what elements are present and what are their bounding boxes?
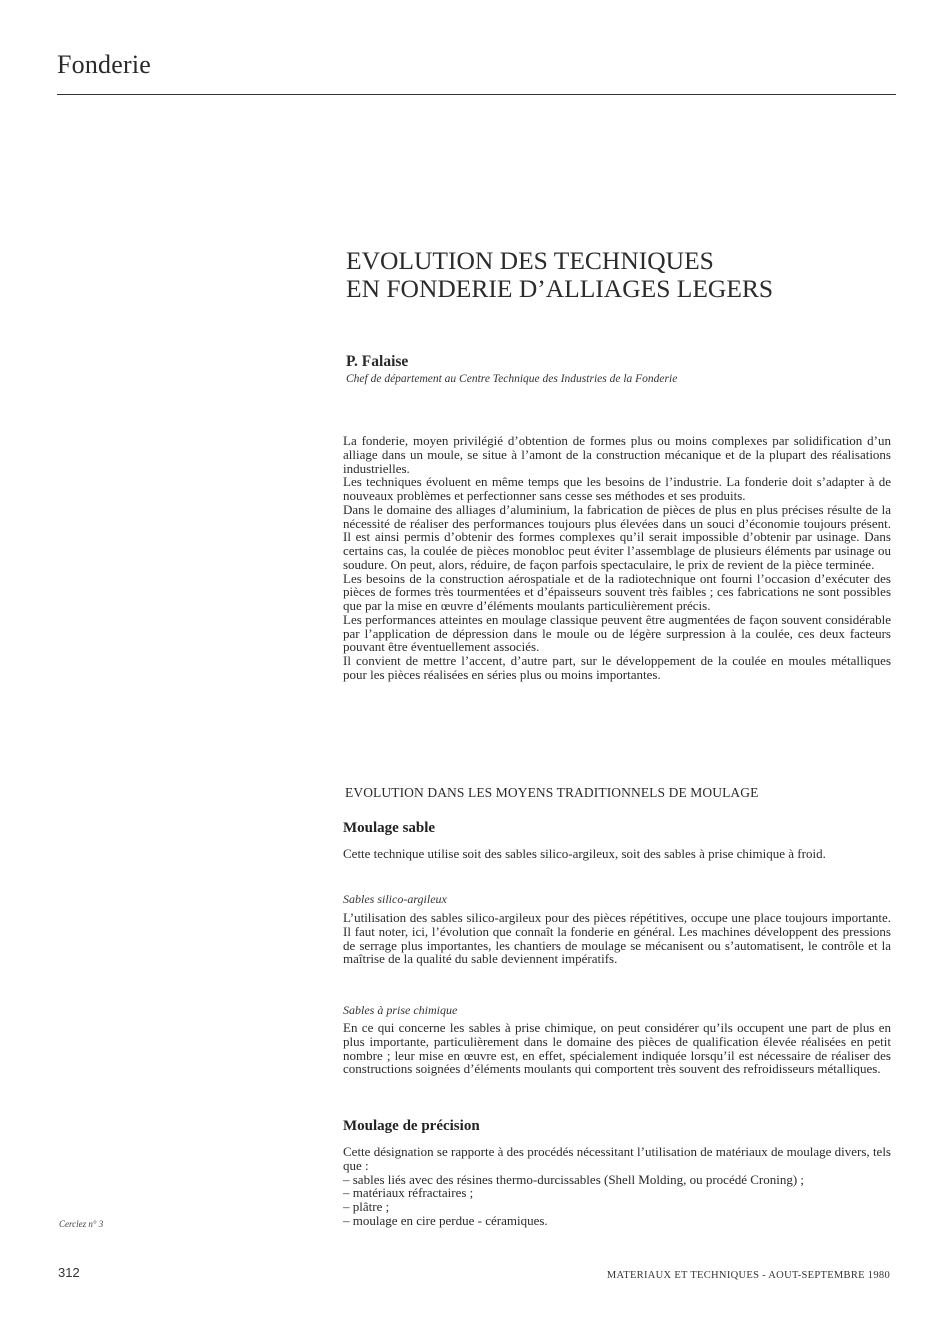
article-title-line-1: EVOLUTION DES TECHNIQUES bbox=[346, 246, 714, 275]
header-rule bbox=[57, 94, 896, 95]
section-heading: EVOLUTION DANS LES MOYENS TRADITIONNELS DE MOULAGE bbox=[345, 785, 759, 800]
subheading-moulage-precision: Moulage de précision bbox=[343, 1118, 480, 1134]
intro-paragraph: Dans le domaine des alliages d’aluminium, la fabrication de pièces de plus en plus précises résulte de la nécessité de réaliser des performances toujours plus élevées dans un souci d’économie toujours présent. Il est ainsi permis d’obtenir des formes complexes qu’il serait impossible d’obtenir par usinage. Dans certains cas, la coulée de pièces monobloc peut éviter l’assemblage de plusieurs éléments par usinage ou soudure. On peut, alors, réduire, de façon parfois spectaculaire, le prix de revient de la pièce terminée. bbox=[343, 501, 891, 572]
list-item: – plâtre ; bbox=[343, 1199, 390, 1214]
intro-paragraph: Les besoins de la construction aérospatiale et de la radiotechnique ont fourni l’occasion d’exécuter des pièces de formes très tourmentées et d’épaisseurs souvent très faibles ; ces fabrications ne sont possibles que par la mise en œuvre d’éléments moulants particulièrement précis. bbox=[343, 570, 891, 613]
journal-footer: MATERIAUX ET TECHNIQUES - AOUT-SEPTEMBRE 1980 bbox=[606, 1270, 890, 1281]
section-header: Fonderie bbox=[57, 50, 152, 79]
list-item: – sables liés avec des résines thermo-durcissables (Shell Molding, ou procédé Croning) ; bbox=[343, 1171, 805, 1187]
article-title-line-2: EN FONDERIE D’ALLIAGES LEGERS bbox=[346, 274, 774, 303]
list-item: – moulage en cire perdue - céramiques. bbox=[343, 1212, 548, 1228]
author-name: P. Falaise bbox=[346, 353, 409, 370]
subheading-sables-prise-chimique: Sables à prise chimique bbox=[343, 1003, 458, 1017]
intro-paragraph: La fonderie, moyen privilégié d’obtention de formes plus ou moins complexes par solidification d’un alliage dans un moule, se situe à l’amont de la construction mécanique et de la plupart des réalisations industrielles. bbox=[343, 433, 891, 476]
subheading-sables-silico-argileux: Sables silico-argileux bbox=[343, 892, 447, 906]
intro-paragraph: Les performances atteintes en moulage classique peuvent être augmentées de façon souvent considérable par l’application de dépression dans le moule ou de légère surpression à la coulée, ces deux facteurs pouvant être éventuellement associés. bbox=[343, 611, 891, 655]
moulage-precision-text bbox=[343, 1145, 891, 1228]
intro-paragraph: Il convient de mettre l’accent, d’autre part, sur le développement de la coulée en moules métalliques pour les pièces réalisées en séries plus ou moins importantes. bbox=[343, 653, 891, 682]
intro-paragraph: Les techniques évoluent en même temps que les besoins de l’industrie. La fonderie doit s’adapter à de nouveaux problèmes et perfectionner sans cesse ses méthodes et ses produits. bbox=[343, 474, 891, 503]
moulage-sable-text: Cette technique utilise soit des sables silico-argileux, soit des sables à prise chimique à froid. bbox=[343, 846, 826, 861]
intro-text bbox=[343, 434, 891, 682]
reader-service-note: Cerclez n° 3 bbox=[59, 1219, 104, 1229]
sables-prise-chimique-text: En ce qui concerne les sables à prise chimique, on peut considérer qu’ils occupent une part de plus en plus importante, particulièrement dans le domaine des pièces de qualification élevée réalisées en petit nombre ; leur mise en œuvre est, en effet, spécialement indiquée lorsqu’il est nécessaire de réaliser des constructions soignées d’éléments moulants qui comportent très souvent des refroidisseurs métalliques. bbox=[343, 1020, 891, 1077]
subheading-moulage-sable: Moulage sable bbox=[343, 820, 436, 836]
page-number: 312 bbox=[58, 1265, 80, 1280]
list-item: – matériaux réfractaires ; bbox=[343, 1185, 474, 1201]
sables-silico-argileux-text: L’utilisation des sables silico-argileux pour des pièces répétitives, occupe une place toujours importante. Il faut noter, ici, l’évolution que connaît la fonderie en général. Les machines développent des pressions de serrage plus importantes, les chantiers de moulage se mécanisent ou s’automatisent, le contrôle et la maîtrise de la qualité du sable deviennent impératifs. bbox=[343, 910, 891, 967]
author-affiliation: Chef de département au Centre Technique des Industries de la Fonderie bbox=[346, 373, 678, 385]
article-title bbox=[346, 247, 773, 303]
moulage-precision-intro: Cette désignation se rapporte à des procédés nécessitant l’utilisation de matériaux de moulage divers, tels que : bbox=[343, 1144, 891, 1173]
